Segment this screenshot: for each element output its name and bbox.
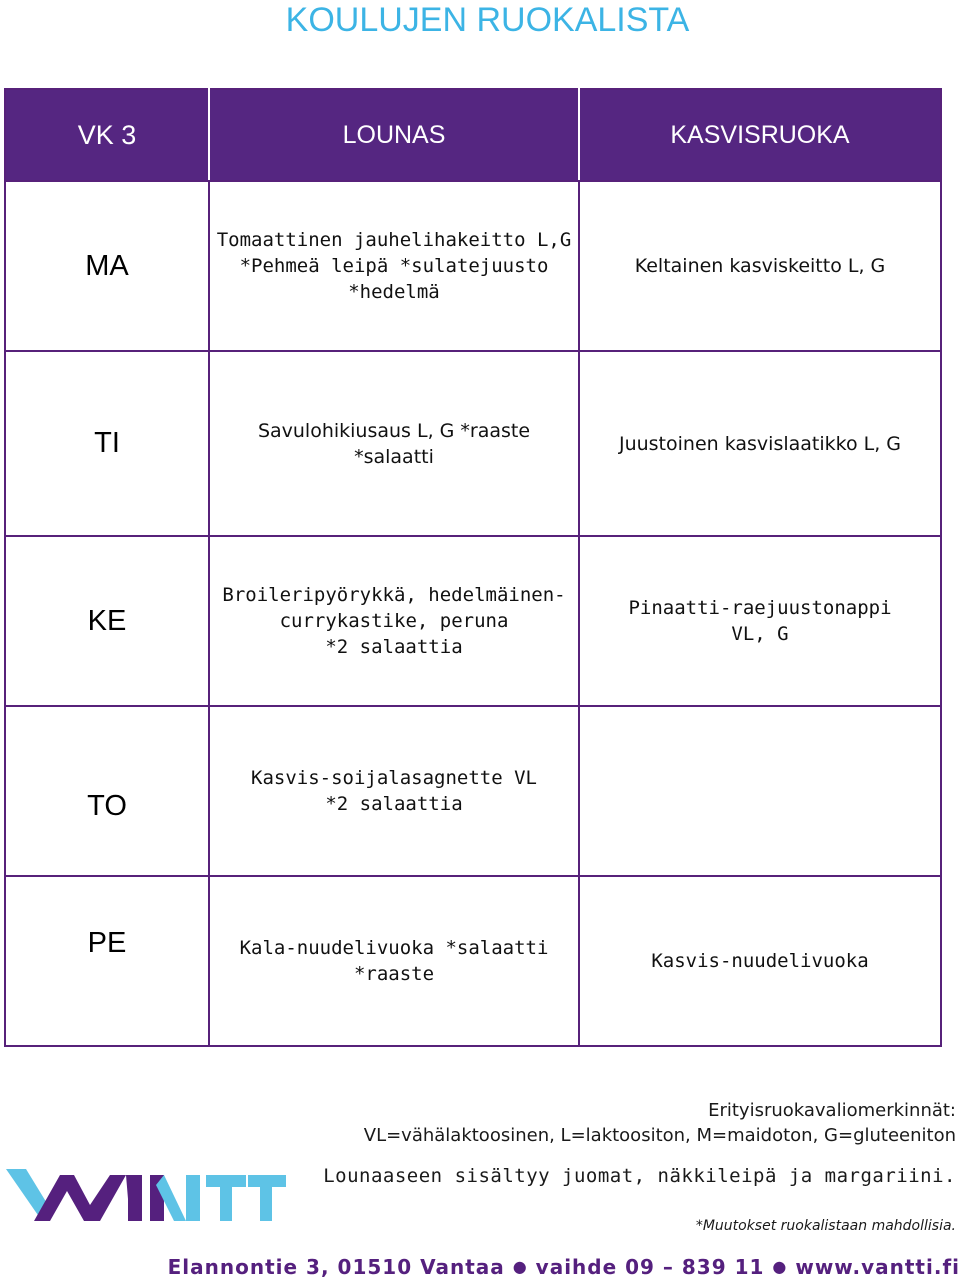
vegetarian-cell: Juustoinen kasvislaatikko L, G — [579, 351, 941, 536]
bullet-icon: ● — [512, 1257, 528, 1276]
week-header: VK 3 — [5, 89, 209, 181]
table-row — [5, 536, 941, 706]
page-title: KOULUJEN RUOKALISTA — [285, 1, 690, 39]
bullet-icon: ● — [772, 1257, 788, 1276]
vegetarian-cell: Pinaatti-raejuustonappi VL, G — [579, 536, 941, 706]
day-cell: TO — [5, 706, 209, 876]
table-row — [5, 181, 941, 351]
vantti-logo — [4, 1165, 286, 1229]
day-cell: PE — [5, 876, 209, 1046]
lunch-cell: Savulohikiusaus L, G *raaste *salaatti — [209, 351, 579, 536]
day-cell: TI — [5, 351, 209, 536]
changes-disclaimer: *Muutokset ruokalistaan mahdollisia. — [695, 1218, 956, 1234]
footer-phone: vaihde 09 – 839 11 — [535, 1255, 765, 1279]
vegetarian-cell: Keltainen kasviskeitto L, G — [579, 181, 941, 351]
vegetarian-cell — [579, 706, 941, 876]
table-row — [5, 706, 941, 876]
lunch-cell: Kala-nuudelivuoka *salaatti *raaste — [209, 876, 579, 1046]
table-row — [5, 876, 941, 1046]
day-cell: MA — [5, 181, 209, 351]
table-row — [5, 351, 941, 536]
table-header-row — [5, 89, 941, 181]
footer — [0, 1255, 960, 1279]
day-cell: KE — [5, 536, 209, 706]
lunch-cell: Tomaattinen jauhelihakeitto L,G *Pehmeä leipä *sulatejuusto *hedelmä — [209, 181, 579, 351]
footer-address: Elannontie 3, 01510 Vantaa — [167, 1255, 505, 1279]
menu-table — [4, 88, 942, 1047]
lunch-cell: Broileripyörykkä, hedelmäinen- currykastike, peruna *2 salaattia — [209, 536, 579, 706]
lunch-included-note: Lounaaseen sisältyy juomat, näkkileipä ja margariini. — [323, 1165, 956, 1187]
footer-website[interactable]: www.vantti.fi — [795, 1255, 960, 1279]
vegetarian-cell: Kasvis-nuudelivuoka — [579, 876, 941, 1046]
lunch-header: LOUNAS — [209, 89, 579, 181]
diet-legend-heading: Erityisruokavaliomerkinnät: — [708, 1100, 956, 1121]
diet-legend-codes: VL=vähälaktoosinen, L=laktoositon, M=maidoton, G=gluteeniton — [363, 1125, 956, 1146]
vegetarian-header: KASVISRUOKA — [579, 89, 941, 181]
lunch-cell: Kasvis-soijalasagnette VL *2 salaattia — [209, 706, 579, 876]
